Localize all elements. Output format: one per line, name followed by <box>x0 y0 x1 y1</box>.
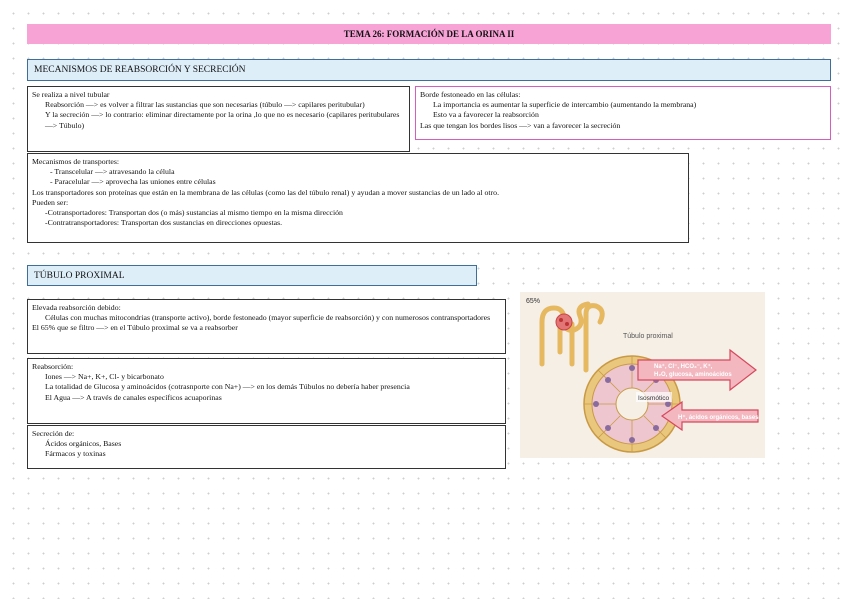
text-line: - Paracelular —> aprovecha las uniones entre células <box>50 177 216 187</box>
reabsorption-box <box>27 358 506 424</box>
text-line: Mecanismos de transportes: <box>32 157 120 166</box>
text-line: Se realiza a nivel tubular <box>32 90 110 99</box>
text-line: Células con muchas mitocondrias (transporte activo), borde festoneado (mayor superficie de reabsorción) y con numerosos contransportadores <box>45 313 491 323</box>
tubule-label: Túbulo proximal <box>623 333 673 340</box>
text-line: Borde festoneado en las células: <box>420 90 521 99</box>
reabsorbed-substances-line1: Na⁺, Cl⁻, HCO₃⁻, K⁺, <box>654 364 713 370</box>
section-heading-tubulo-proximal: TÚBULO PROXIMAL <box>27 265 477 286</box>
text-line: Reabsorción —> es volver a filtrar las sustancias que son necesarias (túbulo —> capilares peritubular) <box>45 100 365 110</box>
text-line: La totalidad de Glucosa y aminoácidos (cotrasnporte con Na+) —> en los demás Túbulos no debería haber presencia <box>45 382 410 392</box>
text-line: Esto va a favorecer la reabsorción <box>433 110 539 120</box>
nephron-tubule-drawing <box>542 304 602 370</box>
text-line: - Transcelular —> atravesando la célula <box>50 167 175 177</box>
text-line: Los transportadores son proteínas que están en la membrana de las células (como las del túbulo renal) y ayudan a mover sustancias de un lado al otro. <box>32 187 500 197</box>
proximal-tubule-figure <box>520 292 765 458</box>
text-line: Reabsorción: <box>32 362 74 371</box>
high-reabsorption-box <box>27 299 506 354</box>
text-line: Secreción de: <box>32 429 75 438</box>
secretion-box <box>27 425 506 469</box>
secreted-substances-label: H⁺, ácidos orgánicos, bases <box>678 415 759 421</box>
text-line: -Contratransportadores: Transportan dos sustancias en direcciones opuestas. <box>45 218 283 228</box>
percent-label: 65% <box>526 298 541 305</box>
text-line: Las que tengan los bordes lisos —> van a favorecer la secreción <box>420 120 621 130</box>
text-line: Ácidos orgánicos, Bases <box>45 439 122 449</box>
isosmotic-label: Isosmótico <box>638 395 670 402</box>
text-line: El 65% que se filtro —> en el Túbulo proximal se va a reabsorber <box>32 323 238 333</box>
text-line: Fármacos y toxinas <box>45 449 106 459</box>
text-line: Elevada reabsorción debido: <box>32 303 121 312</box>
reabsorbed-substances-line2: H₂O, glucosa, aminoácidos <box>654 372 732 378</box>
text-line: La importancia es aumentar la superficie de intercambio (aumentando la membrana) <box>433 100 697 110</box>
page-title: TEMA 26: FORMACIÓN DE LA ORINA II <box>27 24 831 44</box>
text-line: Y la secreción —> lo contrario: eliminar directamente por la orina ,lo que no es necesario (capilares peritubulares —> Túbulo) <box>45 110 400 130</box>
text-line: Iones —> Na+, K+, Cl- y bicarbonato <box>45 372 164 382</box>
section-heading-mecanismos: MECANISMOS DE REABSORCIÓN Y SECRECIÓN <box>27 59 831 81</box>
transport-mechanisms-box <box>27 153 689 243</box>
reabsorption-secretion-box <box>27 86 410 152</box>
text-line: Pueden ser: <box>32 197 69 207</box>
brush-border-box <box>415 86 831 140</box>
text-line: -Cotransportadores: Transportan dos (o más) sustancias al mismo tiempo en la misma dirección <box>45 208 343 218</box>
text-line: El Agua —> A través de canales específicos acuaporinas <box>45 392 222 402</box>
proximal-tubule-diagram <box>520 292 765 458</box>
glomerulus-drawing <box>556 314 572 330</box>
